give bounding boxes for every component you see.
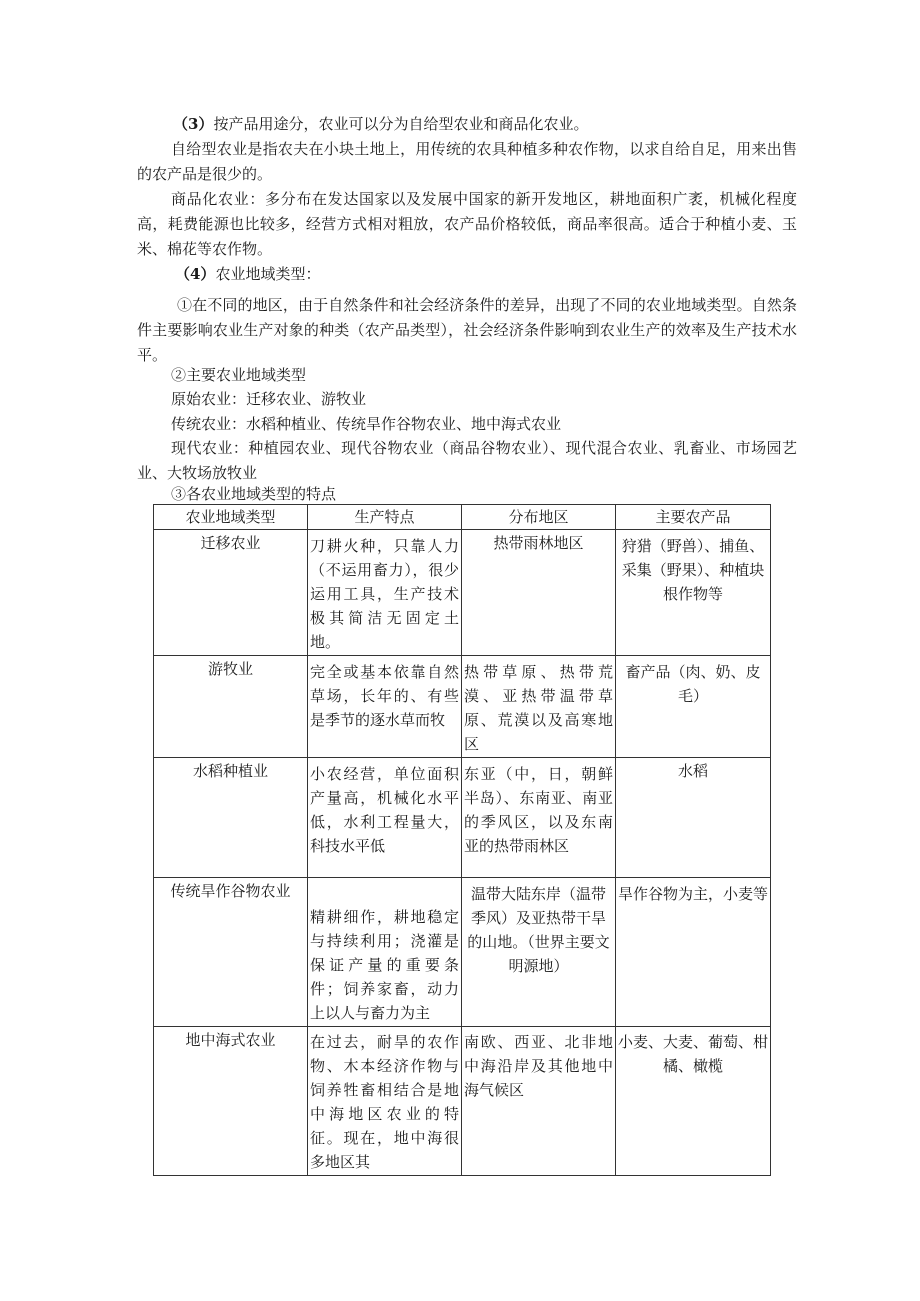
products-cell: 小麦、大麦、葡萄、柑橘、橄榄 [616,1027,771,1176]
features-cell: 在过去，耐旱的农作物、木本经济作物与饲养牲畜相结合是地中海地区农业的特征。现在，地中海很多地区其 [308,1027,462,1176]
type-cell: 地中海式农业 [154,1027,308,1176]
header-features: 生产特点 [308,505,462,530]
primitive-agriculture-line: 原始农业：迁移农业、游牧业 [171,390,367,408]
region-cell: 热带雨林地区 [462,530,616,656]
paragraph-3-text: 按产品用途分，农业可以分为自给型农业和商品化农业。 [213,115,589,133]
table-row [154,656,771,758]
table-row [154,878,771,1027]
region-cell: 东亚（中，日，朝鲜半岛）、东南亚、南亚的季风区，以及东南亚的热带雨林区 [462,758,616,878]
type-cell: 游牧业 [154,656,308,758]
paragraph-3-number: （3） [173,115,214,133]
paragraph-4-number: （4） [175,265,216,283]
products-cell: 狩猎（野兽）、捕鱼、采集（野果）、种植块根作物等 [616,530,771,656]
type-cell: 水稻种植业 [154,758,308,878]
header-type: 农业地域类型 [154,505,308,530]
products-cell: 畜产品（肉、奶、皮毛） [616,656,771,758]
region-cell: 温带大陆东岸（温带季风）及亚热带干旱的山地。（世界主要文明源地） [462,878,616,1027]
paragraph-4 [175,262,797,287]
features-cell: 小农经营，单位面积产量高，机械化水平低，水利工程量大，科技水平低 [308,758,462,878]
table-row [154,758,771,878]
modern-agriculture-paragraph: 现代农业：种植园农业、现代谷物农业（商品谷物农业）、现代混合农业、乳畜业、市场园艺业、大牧场放牧业 [137,439,797,482]
item-2-heading: ②主要农业地域类型 [171,366,307,384]
type-cell: 传统旱作谷物农业 [154,878,308,1027]
header-products: 主要农产品 [616,505,771,530]
table-header-row [154,505,771,530]
paragraph-4-text: 农业地域类型： [215,265,321,283]
features-cell: 刀耕火种，只靠人力（不运用畜力），很少运用工具，生产技术极其简洁无固定土地。 [308,530,462,656]
commercial-agriculture-paragraph: 商品化农业：多分布在发达国家以及发展中国家的新开发地区，耕地面积广袤，机械化程度高，耗费能源也比较多，经营方式相对粗放，农产品价格较低，商品率很高。适合于种植小麦、玉米、棉花等农作物。 [137,190,797,258]
region-cell: 热带草原、热带荒漠、亚热带温带草原、荒漠以及高寒地区 [462,656,616,758]
paragraph-3 [173,112,797,137]
type-cell: 迁移农业 [154,530,308,656]
traditional-agriculture-line: 传统农业：水稻种植业、传统旱作谷物农业、地中海式农业 [171,415,562,433]
products-cell: 水稻 [616,758,771,878]
table-row [154,1027,771,1176]
features-cell: 完全或基本依靠自然草场，长年的、有些是季节的逐水草而牧 [308,656,462,758]
table-row [154,530,771,656]
region-cell: 南欧、西亚、北非地中海沿岸及其他地中海气候区 [462,1027,616,1176]
self-sufficient-agriculture-paragraph: 自给型农业是指农夫在小块土地上，用传统的农具种植多种农作物，以求自给自足，用来出售的农产品是很少的。 [137,140,797,183]
item-1-paragraph: ①在不同的地区，由于自然条件和社会经济条件的差异，出现了不同的农业地域类型。自然条件主要影响农业生产对象的种类（农产品类型），社会经济条件影响到农业生产的效率及生产技术水平。 [137,296,797,364]
products-cell: 旱作谷物为主，小麦等 [616,878,771,1027]
features-cell: 精耕细作，耕地稳定与持续利用；浇灌是保证产量的重要条件；饲养家畜，动力上以人与畜力为主 [308,878,462,1027]
item-3-heading: ③各农业地域类型的特点 [171,485,337,503]
header-region: 分布地区 [462,505,616,530]
agriculture-types-table [153,504,771,1176]
